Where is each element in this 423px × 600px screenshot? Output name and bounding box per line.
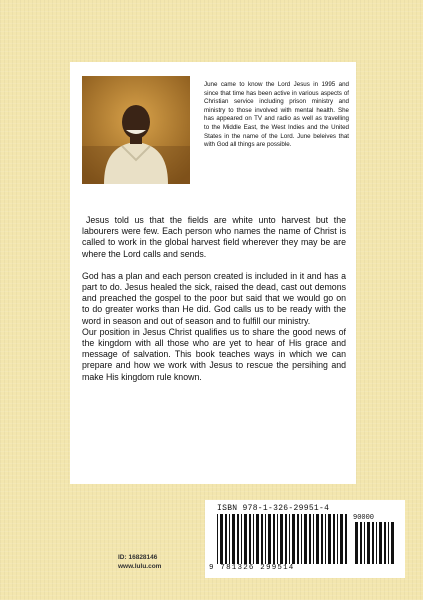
barcode-bar [372,522,374,564]
barcode-bar [376,522,377,564]
barcode-bar [379,522,382,564]
barcode-bar [337,514,338,564]
barcode-bar [241,514,242,564]
blurb-paragraph-1: Jesus told us that the fields are white unto harvest but the labourers were few. Each person who names the name of Christ is called to work in the global harvest field wherever they may be are where the Lord calls and sends. [82,215,346,259]
barcode-bar [316,514,319,564]
barcode-bar [313,514,314,564]
barcode-bar [367,522,370,564]
barcode-bar [261,514,263,564]
blurb-paragraph-3: Our position in Jesus Christ qualifies us to share the good news of the kingdom with all those who are yet to hear of His grace and message of salvation. This book teaches ways in which we can prepare and how we work with Jesus to rescue the persihing and make His kingdom rule known. [82,326,346,382]
author-bio: June came to know the Lord Jesus in 1995 and since that time has been active in various aspects of Christian service including prison ministry and ministry to those involved with mental health. She has appeared on TV and radio as well as travelling to the Middle East, the West Indies and the United States in the name of the Lord. June beleives that with God all things are possible. [204,81,349,149]
addon-barcode-bars [355,522,397,564]
barcode-bar [225,514,227,564]
author-photo [82,76,190,184]
back-cover-panel [70,62,356,484]
barcode-bar [345,514,347,564]
barcode-bar [321,514,323,564]
price-addon-code: 90000 [353,514,375,522]
barcode-bar [289,514,290,564]
barcode-bar [309,514,311,564]
barcode-bar [237,514,239,564]
barcode-box [205,500,405,578]
barcode-bar [355,522,358,564]
barcode-bar [328,514,331,564]
publisher-info [118,553,161,571]
barcode-bar [304,514,307,564]
barcode-bar [333,514,335,564]
barcode-bar [220,514,223,564]
barcode-bar [273,514,275,564]
barcode-digits: 9 781326 299514 [209,564,295,572]
barcode-bar [229,514,230,564]
barcode-bar [360,522,362,564]
barcode-bar [232,514,235,564]
barcode-bar [277,514,278,564]
blurb-paragraph-2: God has a plan and each person created is included in it and has a part to do. Jesus healed the sick, raised the dead, cast out demons and preached the gospel to the poor but said that we would go on to do greater works than He did. God calls us to be ready with the word in season and out of season and to fulfill our ministry. [82,270,346,326]
barcode-bar [292,514,295,564]
barcode-bar [268,514,271,564]
barcode-bar [325,514,326,564]
publisher-url: www.lulu.com [118,563,162,570]
barcode-bar [301,514,302,564]
barcode-bar [253,514,254,564]
barcode-bar [384,522,386,564]
barcode-bars [217,514,349,564]
barcode-bar [249,514,251,564]
barcode-bar [340,514,343,564]
barcode-bar [285,514,287,564]
isbn-text: ISBN 978-1-326-29951-4 [217,504,330,513]
publisher-id: ID: 16828146 [118,554,158,561]
barcode-bar [217,514,218,564]
barcode-bar [280,514,283,564]
barcode-bar [297,514,299,564]
barcode-bar [388,522,389,564]
barcode-bar [244,514,247,564]
barcode-bar [256,514,259,564]
barcode-bar [364,522,365,564]
blurb [82,215,346,383]
barcode-bar [265,514,266,564]
barcode-bar [391,522,394,564]
